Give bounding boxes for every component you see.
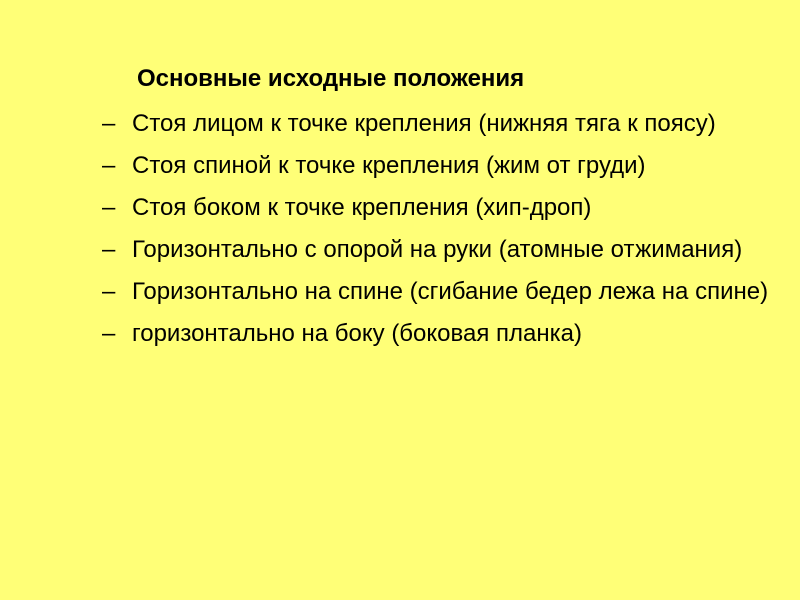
list-item [100,233,780,267]
list-item-text: Стоя боком к точке крепления (хип-дроп) [132,194,592,221]
bullet-dash: – [102,110,116,137]
list-item-text: горизонтально на боку (боковая планка) [132,320,582,347]
bullet-dash: – [102,236,116,263]
list-item [100,149,780,183]
list-item [100,275,780,309]
bullet-dash: – [102,194,116,221]
bullet-dash: – [102,278,116,305]
list-item-text: Стоя лицом к точке крепления (нижняя тяга к поясу) [132,110,716,137]
slide-title: Основные исходные положения [137,65,525,92]
list-item-text: Горизонтально с опорой на руки (атомные отжимания) [132,236,743,263]
bullet-dash: – [102,152,116,179]
list-item [100,317,780,351]
list-item-text: Стоя спиной к точке крепления (жим от груди) [132,152,646,179]
list-item [100,191,780,225]
bullet-dash: – [102,320,116,347]
list-item-text: Горизонтально на спине (сгибание бедер лежа на спине) [132,278,769,305]
bullet-list [100,107,780,359]
list-item [100,107,780,141]
